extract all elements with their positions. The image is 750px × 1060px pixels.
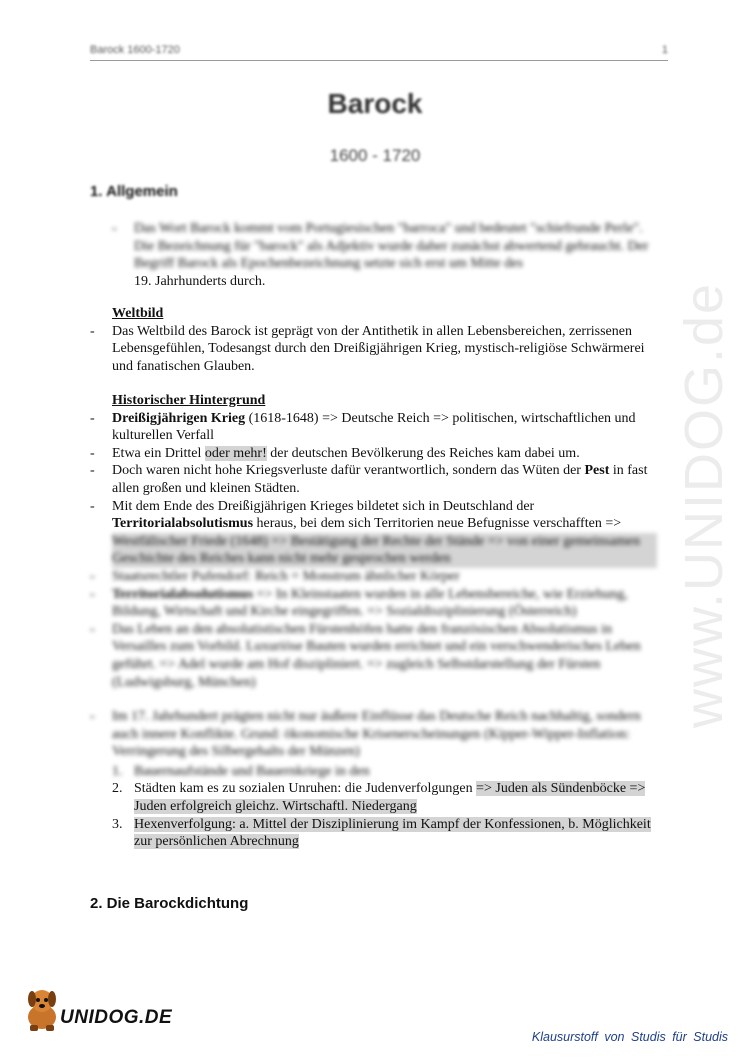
intro-paragraph: [112, 220, 657, 290]
list-item: - Staatsrechtler Pufendorf: Reich = Monstrum ähnlicher Körper: [90, 568, 657, 586]
hist-heading: Historischer Hintergrund: [112, 393, 266, 408]
numbered-item: 2. Städten kam es zu sozialen Unruhen: die Judenverfolgungen => Juden als Sündenböcke => Juden erfolgreich gleichz. Wirtschaftl. Niedergang: [112, 781, 646, 815]
bullet-dash: -: [112, 221, 117, 236]
section-heading-allgemein: 1. Allgemein: [90, 183, 178, 200]
highlighted-text: => Juden als Sündenböcke => Juden erfolgreich gleichz. Wirtschaftl. Niedergang: [134, 781, 646, 815]
blurred-text: Westfälischer Friede (1648) => Bestätigung der Rechte der Stände => von einer gemeinsamen Geschichte des Reiches kann nicht mehr gesprochen werden: [112, 533, 657, 568]
footer-logo: [22, 985, 172, 1035]
footer-slogan: Klausurstoff von Studis für Studis: [531, 1030, 728, 1044]
numbered-item: 3. Hexenverfolgung: a. Mittel der Disziplinierung im Kampf der Konfessionen, b. Möglichkeit zur persönlichen Abrechnung: [112, 816, 651, 850]
page-header: [90, 44, 668, 61]
weltbild-text: Das Weltbild des Barock ist geprägt von der Antithetik in allen Lebensbereichen, zerrissenen Lebensgefühlen, Todesangst durch den Dreißigjährigen Krieg, mystisch-religiöse Schwärmerei und fanatischen Glauben.: [112, 323, 645, 374]
blurred-text: Staatsrechtler Pufendorf: Reich = Monstrum ähnlicher Körper: [112, 568, 460, 584]
historischer-hintergrund-block: [90, 392, 657, 851]
weltbild-heading: Weltbild: [112, 306, 164, 321]
list-item: - Dreißigjährigen Krieg (1618-1648) => Deutsche Reich => politischen, wirtschaftlichen und kulturellen Verfall: [90, 410, 636, 444]
numbered-item: 1. Bauernaufstände und Bauernkriege in den: [112, 763, 657, 781]
document-title: Barock: [327, 88, 423, 119]
page-number: 1: [661, 44, 668, 56]
bullet-dash: -: [90, 323, 95, 339]
section-heading-barockdichtung: 2. Die Barockdichtung: [90, 895, 249, 912]
blurred-text: Im 17. Jahrhundert prägten nicht nur äußere Einflüsse das Deutsche Reich nachhaltig, sondern auch innere Konflikte. Grund: ökonomische Krisenerscheinungen (Kipper-Wipper-Inflation: Verringerung des Silbergehalts der Münzen): [112, 709, 641, 760]
weltbild-block: [90, 305, 657, 375]
list-item: - Etwa ein Drittel oder mehr! der deutschen Bevölkerung des Reiches kam dabei um.: [90, 445, 580, 461]
watermark: www.UNIDOG.de: [674, 281, 734, 729]
list-item: - Im 17. Jahrhundert prägten nicht nur äußere Einflüsse das Deutsche Reich nachhaltig, sondern auch innere Konflikte. Grund: ökonomische Krisenerscheinungen (Kipper-Wipper-Inflation: Verringerung des Silbergehalts der Münzen): [90, 708, 657, 761]
intro-blurred-text: Das Wort Barock kommt vom Portugiesischen "barroca" und bedeutet "schiefrunde Perle". Die Bezeichnung für "barock" als Adjektiv wurde daher zunächst abwertend gebraucht. Der Begriff Barock als Epochenbezeichnung setzte sich erst um Mitte des: [134, 221, 649, 272]
logo-text: UNIDOG.DE: [60, 1007, 173, 1028]
list-item: - Doch waren nicht hohe Kriegsverluste dafür verantwortlich, sondern das Wüten der Pest in fast allen großen und kleinen Städten.: [90, 463, 648, 496]
list-item: - Das Leben an den absolutistischen Fürstenhöfen hatte den französischen Absolutismus in Versailles zum Vorbild. Luxuriöse Bauten wurden errichtet und ein verschwenderisches Leben geführt. => Adel wurde am Hof diszipliniert. => zugleich Selbstdarstellung der Fürsten (Ludwigsburg, München): [90, 621, 657, 691]
header-title: Barock 1600-1720: [90, 44, 180, 56]
highlighted-text: oder mehr!: [204, 445, 267, 461]
dog-mascot-icon: [22, 985, 62, 1033]
list-item: - Mit dem Ende des Dreißigjährigen Krieges bildetet sich in Deutschland der Territorialabsolutismus heraus, bei dem sich Territorien neue Befugnisse verschafften => Westfälischer Friede (1648) => Bestätigung der Rechte der Stände => von einer gemeinsamen Geschichte des Reiches kann nicht mehr gesprochen werden: [90, 498, 657, 568]
highlighted-text: Hexenverfolgung: a. Mittel der Disziplinierung im Kampf der Konfessionen, b. Möglichkeit zur persönlichen Abrechnung: [134, 816, 651, 850]
blurred-text: Bauernaufstände und Bauernkriege in den: [134, 763, 370, 779]
document-subtitle: 1600 - 1720: [329, 146, 421, 165]
blurred-text: Das Leben an den absolutistischen Fürstenhöfen hatte den französischen Absolutismus in Versailles zum Vorbild. Luxuriöse Bauten wurden errichtet und ein verschwenderisches Leben geführt. => Adel wurde am Hof diszipliniert. => zugleich Selbstdarstellung der Fürsten (Ludwigsburg, München): [112, 621, 641, 690]
intro-visible-text: 19. Jahrhunderts durch.: [134, 273, 266, 289]
list-item: - Territorialabsolutismus => In Kleinstaaten wurden in alle Lebensbereiche, wie Erziehung, Bildung, Wirtschaft und Kirche eingegriffen. => Sozialdisziplinierung (Österreich): [90, 586, 628, 620]
